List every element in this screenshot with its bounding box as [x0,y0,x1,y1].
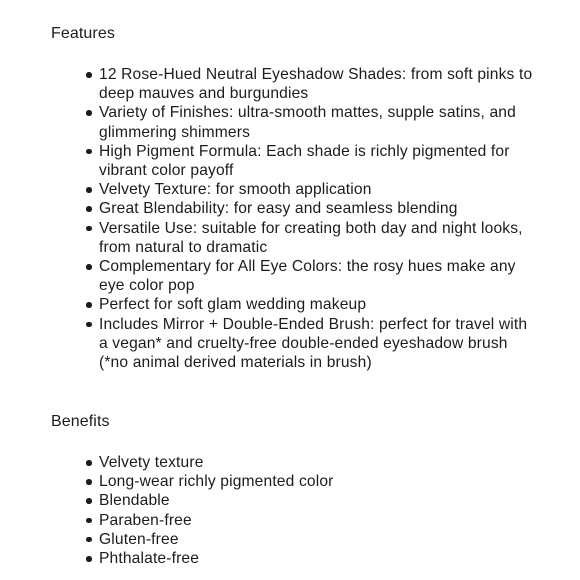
features-list [99,65,539,372]
bullet-dot-icon [86,264,92,270]
bullet-dot-icon [86,302,92,308]
bullet-dot-icon [86,537,92,543]
bullet-dot-icon [86,206,92,212]
list-item-text: Variety of Finishes: ultra-smooth mattes, supple satins, and glimmering shimmers [99,104,516,141]
list-item [99,491,539,510]
bullet-dot-icon [86,322,92,328]
features-heading: Features [51,25,115,42]
list-item [99,472,539,491]
list-item-text: High Pigment Formula: Each shade is richly pigmented for vibrant color payoff [99,142,510,180]
benefits-list [99,453,539,568]
list-item-text: Great Blendability: for easy and seamless blending [99,200,458,218]
list-item [99,511,539,530]
bullet-dot-icon [86,460,92,466]
list-item [99,453,539,472]
list-item-text: Velvety texture [99,454,204,471]
list-item-text: Velvety Texture: for smooth application [99,181,372,199]
bullet-dot-icon [86,226,92,232]
list-item-text: Blendable [99,492,170,510]
bullet-dot-icon [86,518,92,524]
list-item [99,549,539,568]
list-item [99,295,539,314]
bullet-dot-icon [86,479,92,485]
list-item-text: Complementary for All Eye Colors: the rosy hues make any eye color pop [99,258,516,295]
bullet-dot-icon [86,72,92,78]
list-item [99,219,539,257]
list-item-text: Phthalate-free [99,550,200,568]
list-item [99,315,539,373]
bullet-dot-icon [86,149,92,155]
bullet-dot-icon [86,498,92,504]
list-item-text: Gluten-free [99,530,179,548]
list-item [99,530,539,549]
list-item-text: Includes Mirror + Double-Ended Brush: perfect for travel with a vegan* and cruelty-free double-ended eyeshadow brush (*no animal derived materials in brush) [99,315,528,372]
list-item-text: Paraben-free [99,511,192,529]
benefits-heading: Benefits [51,413,110,430]
bullet-dot-icon [86,556,92,562]
bullet-dot-icon [86,187,92,193]
list-item-text: 12 Rose-Hued Neutral Eyeshadow Shades: from soft pinks to deep mauves and burgundies [99,66,533,103]
list-item-text: Long-wear richly pigmented color [99,473,334,491]
list-item-text: Perfect for soft glam wedding makeup [99,296,367,314]
list-item-text: Versatile Use: suitable for creating both day and night looks, from natural to dramatic [99,219,523,256]
list-item [99,257,539,295]
list-item [99,180,539,199]
list-item [99,142,539,180]
list-item [99,103,539,141]
list-item [99,65,539,103]
list-item [99,199,539,218]
bullet-dot-icon [86,110,92,116]
